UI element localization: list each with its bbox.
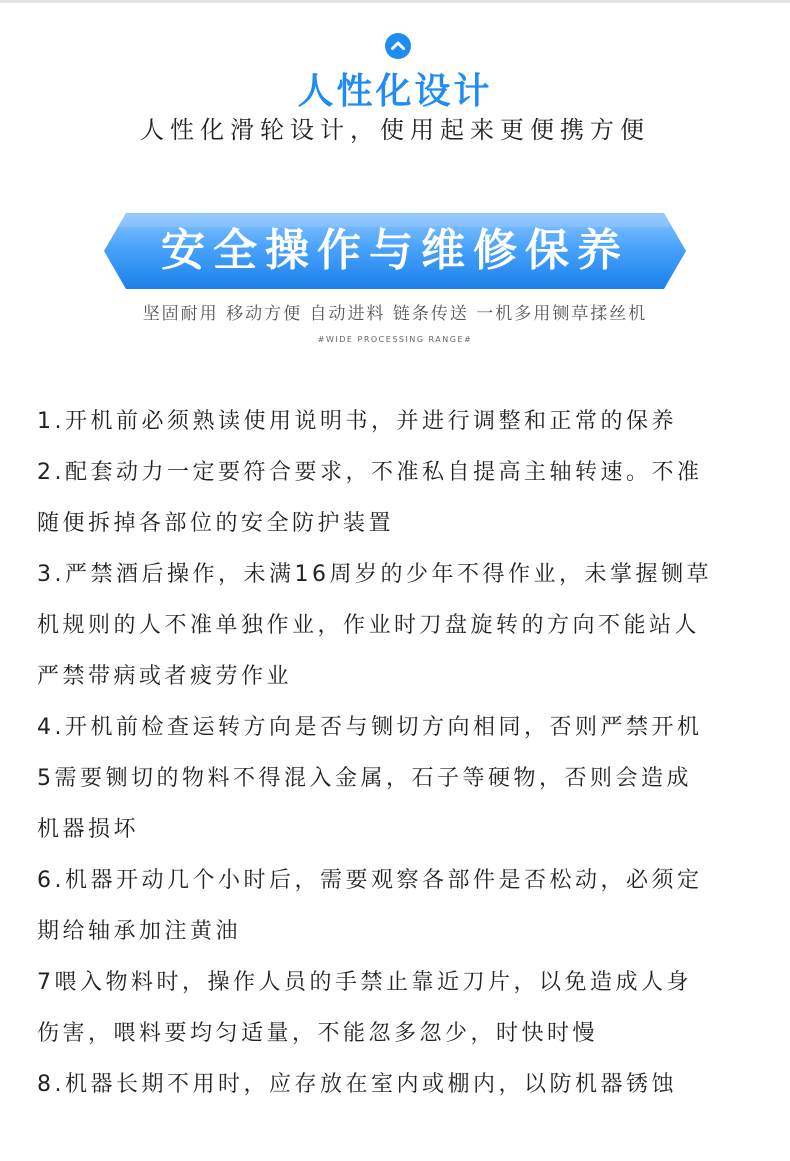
instruction-line: 5需要铡切的物料不得混入金属，石子等硬物，否则会造成 (37, 766, 692, 791)
instruction-line: 1.开机前必须熟读使用说明书，并进行调整和正常的保养 (37, 409, 677, 434)
instruction-list (37, 396, 767, 1110)
instruction-line: 6.机器开动几个小时后，需要观察各部件是否松动，必须定 (37, 868, 703, 893)
instruction-line: 2.配套动力一定要符合要求，不准私自提高主轴转速。不准 (37, 460, 703, 485)
instruction-line: 4.开机前检查运转方向是否与铡切方向相同，否则严禁开机 (37, 715, 703, 740)
instruction-line: 机规则的人不准单独作业，作业时刀盘旋转的方向不能站人 (37, 613, 701, 638)
section-subtitle: 人性化滑轮设计，使用起来更便携方便 (140, 116, 650, 144)
banner-title: 安全操作与维修保养 (161, 225, 629, 276)
section-title: 人性化设计 (297, 71, 493, 112)
instruction-line: 随便拆掉各部位的安全防护装置 (37, 511, 395, 536)
instruction-line: 期给轴承加注黄油 (37, 919, 242, 944)
instruction-line: 严禁带病或者疲劳作业 (37, 664, 293, 689)
instruction-line: 3.严禁酒后操作，未满16周岁的少年不得作业，未掌握铡草 (37, 562, 712, 587)
product-tagline: 坚固耐用 移动方便 自动进料 链条传送 一机多用铡草揉丝机 (142, 304, 648, 324)
instruction-line: 伤害，喂料要均匀适量，不能忽多忽少，时快时慢 (37, 1021, 599, 1046)
top-divider (0, 0, 790, 3)
range-note: #WIDE PROCESSING RANGE# (317, 335, 473, 344)
safety-banner (104, 213, 686, 289)
instruction-line: 8.机器长期不用时，应存放在室内或棚内，以防机器锈蚀 (37, 1072, 677, 1097)
instruction-line: 7喂入物料时，操作人员的手禁止靠近刀片，以免造成人身 (37, 970, 692, 995)
chevron-up-icon (385, 33, 411, 59)
instruction-line: 机器损坏 (37, 817, 140, 842)
